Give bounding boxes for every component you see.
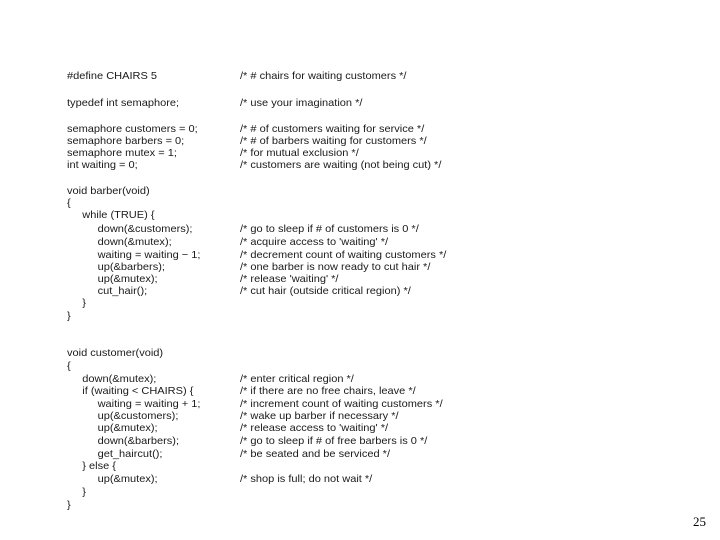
code-line: { — [67, 361, 71, 372]
code-line: } else { — [67, 461, 116, 472]
code-line: } — [67, 311, 71, 322]
code-line: down(&mutex); — [67, 374, 157, 385]
code-line: typedef int semaphore; — [67, 98, 180, 109]
code-comment: /* cut hair (outside critical region) */ — [240, 286, 411, 297]
code-line: waiting = waiting − 1; — [67, 250, 201, 261]
code-line: void customer(void) — [67, 348, 164, 359]
code-line: void barber(void) — [67, 186, 150, 197]
code-line: up(&mutex); — [67, 474, 158, 485]
code-comment: /* # chairs for waiting customers */ — [240, 71, 407, 82]
code-line: while (TRUE) { — [67, 210, 155, 221]
code-comment: /* enter critical region */ — [240, 374, 354, 385]
code-line: up(&mutex); — [67, 274, 158, 285]
code-comment: /* wake up barber if necessary */ — [240, 411, 399, 422]
code-comment: /* one barber is now ready to cut hair */ — [240, 262, 431, 273]
code-line: { — [67, 198, 71, 209]
code-line: } — [67, 500, 71, 511]
code-comment: /* decrement count of waiting customers */ — [240, 250, 447, 261]
code-line: #define CHAIRS 5 — [67, 71, 158, 82]
code-comment: /* # of customers waiting for service */ — [240, 124, 425, 135]
code-line: down(&barbers); — [67, 436, 180, 447]
code-comment: /* release 'waiting' */ — [240, 274, 339, 285]
code-line: if (waiting < CHAIRS) { — [67, 386, 194, 397]
code-line: semaphore barbers = 0; — [67, 136, 185, 147]
code-line: waiting = waiting + 1; — [67, 399, 201, 410]
code-line: cut_hair(); — [67, 286, 148, 297]
code-comment: /* be seated and be serviced */ — [240, 449, 391, 460]
code-comment: /* if there are no free chairs, leave */ — [240, 386, 416, 397]
code-line: semaphore mutex = 1; — [67, 148, 177, 159]
code-line: int waiting = 0; — [67, 160, 138, 171]
code-comment: /* use your imagination */ — [240, 98, 363, 109]
code-line: } — [67, 487, 86, 498]
page-number: 25 — [693, 514, 706, 529]
code-comment: /* customers are waiting (not being cut) */ — [240, 160, 442, 171]
code-comment: /* for mutual exclusion */ — [240, 148, 359, 159]
code-line: up(&barbers); — [67, 262, 165, 273]
code-line: up(&customers); — [67, 411, 179, 422]
code-line: down(&mutex); — [67, 237, 172, 248]
code-comment: /* increment count of waiting customers */ — [240, 399, 443, 410]
code-line: down(&customers); — [67, 224, 193, 235]
code-line: get_haircut(); — [67, 449, 163, 460]
code-line: } — [67, 298, 86, 309]
code-comment: /* # of barbers waiting for customers */ — [240, 136, 427, 147]
code-comment: /* go to sleep if # of free barbers is 0 */ — [240, 436, 428, 447]
code-comment: /* shop is full; do not wait */ — [240, 474, 373, 485]
code-comment: /* go to sleep if # of customers is 0 */ — [240, 224, 419, 235]
code-comment: /* acquire access to 'waiting' */ — [240, 237, 389, 248]
code-line: semaphore customers = 0; — [67, 124, 198, 135]
code-line: up(&mutex); — [67, 423, 158, 434]
code-comment: /* release access to 'waiting' */ — [240, 423, 389, 434]
